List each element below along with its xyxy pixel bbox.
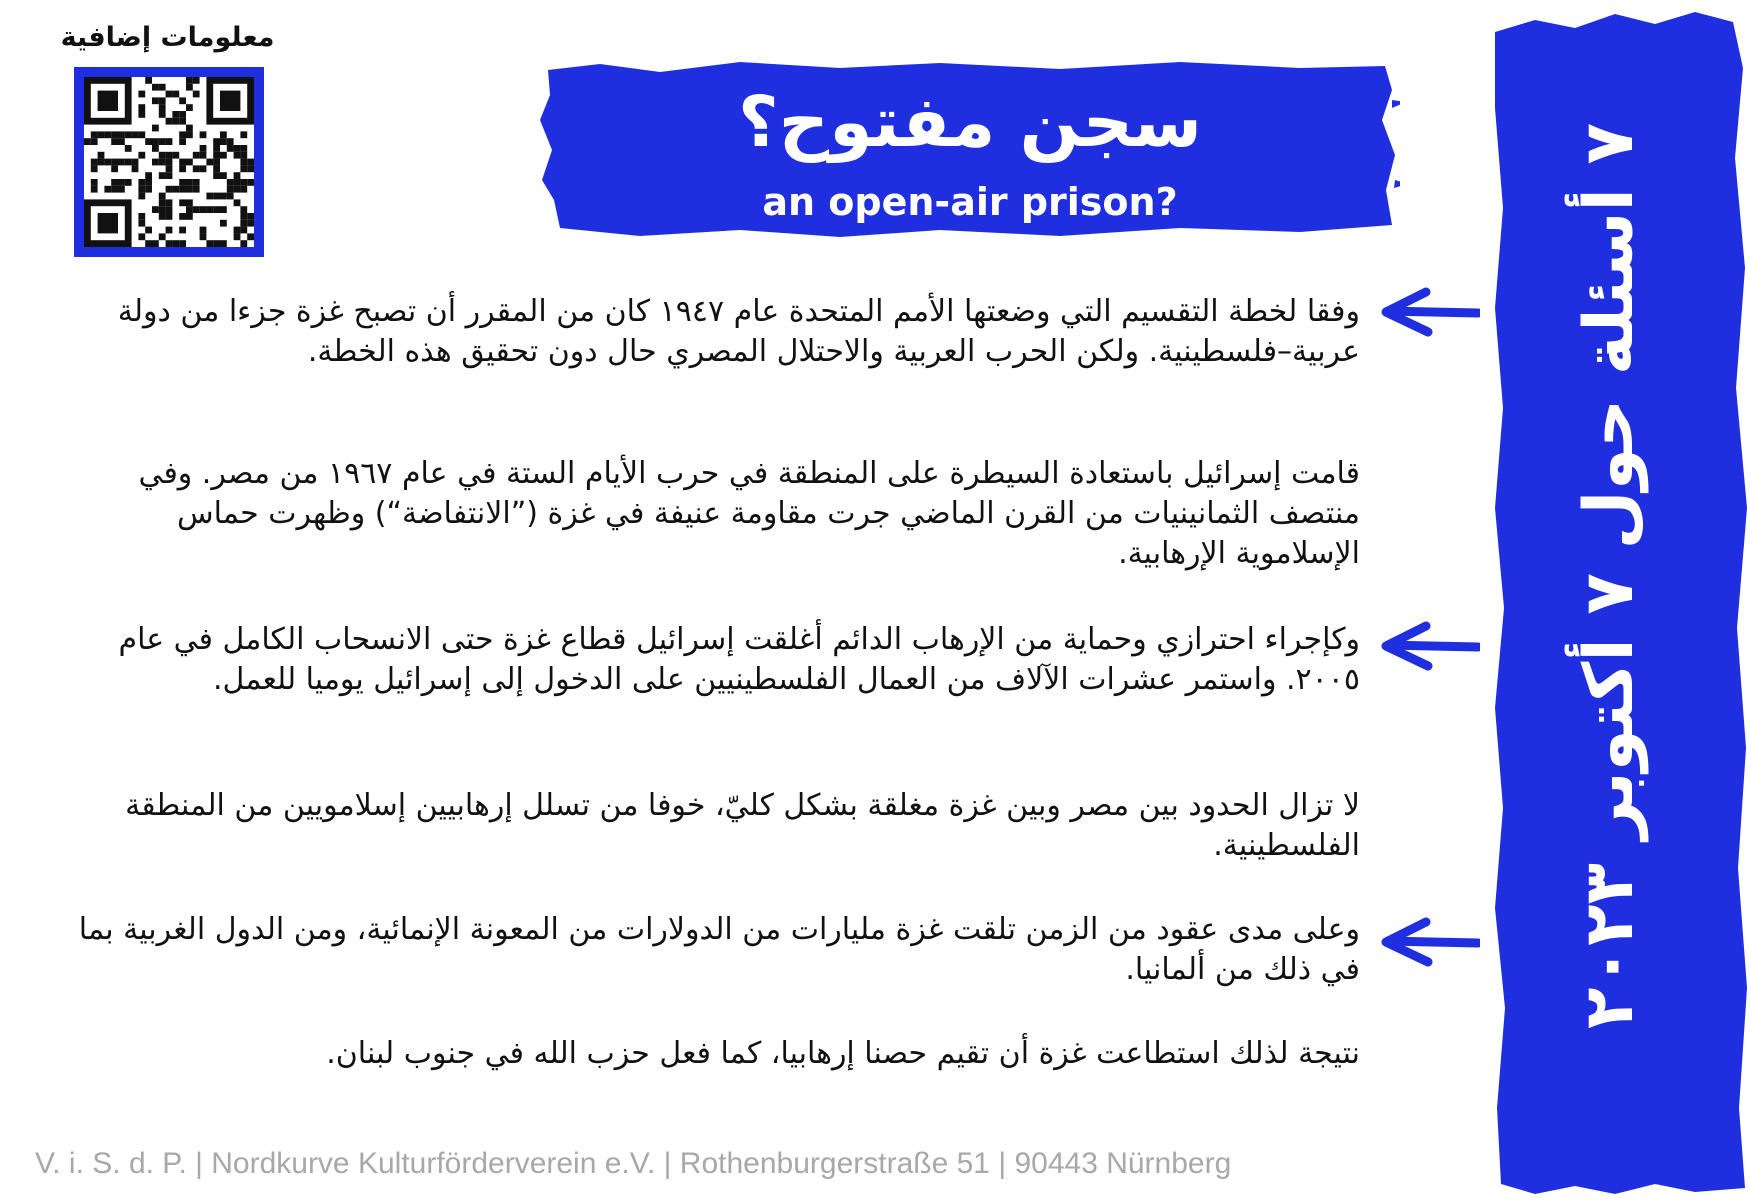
qr-code-icon[interactable] xyxy=(74,67,264,257)
left-arrow-icon xyxy=(1378,286,1480,338)
paragraph-3: وكإجراء احترازي وحماية من الإرهاب الدائم أغلقت إسرائيل قطاع غزة حتى الانسحاب الكامل في عام ٢٠٠٥. واستمر عشرات الآلاف من العمال الفلسطينيين على الدخول إلى إسرائيل يوميا للعمل. xyxy=(118,622,1360,697)
qr-label: معلومات إضافية xyxy=(60,22,275,53)
side-title: ٧ أسئلة حول ٧ أكتوبر ٢٠٢٣ xyxy=(1570,122,1649,1030)
title-english: an open-air prison? xyxy=(762,180,1178,224)
paragraph-6: نتيجة لذلك استطاعت غزة أن تقيم حصنا إرهابيا، كما فعل حزب الله في جنوب لبنان. xyxy=(326,1036,1360,1071)
left-arrow-icon xyxy=(1378,620,1480,672)
paragraph-1: وفقا لخطة التقسيم التي وضعتها الأمم المتحدة عام ١٩٤٧ كان من المقرر أن تصبح غزة جزءا من دولة عربية–فلسطينية. ولكن الحرب العربية والاحتلال المصري حال دون تحقيق هذه الخطة. xyxy=(117,294,1360,369)
paragraph-2: قامت إسرائيل باستعادة السيطرة على المنطقة في حرب الأيام الستة في عام ١٩٦٧ من مصر. وفي منتصف الثمانينيات من القرن الماضي جرت مقاومة عنيفة في غزة (”الانتفاضة“) وظهرت حماس الإسلاموية الإرهابية. xyxy=(138,456,1360,571)
title-banner xyxy=(540,60,1400,240)
paragraph-4: لا تزال الحدود بين مصر وبين غزة مغلقة بشكل كليّ، خوفا من تسلل إرهابيين إسلامويين من المنطقة الفلسطينية. xyxy=(125,788,1360,863)
footer-imprint: V. i. S. d. P. | Nordkurve Kulturförderverein e.V. | Rothenburgerstraße 51 | 90443 Nürnberg xyxy=(35,1147,1232,1180)
qr-code-pattern xyxy=(84,77,254,247)
paragraph-5: وعلى مدى عقود من الزمن تلقت غزة مليارات من الدولارات من المعونة الإنمائية، ومن الدول الغربية بما في ذلك من ألمانيا. xyxy=(78,912,1360,987)
side-bar xyxy=(1495,8,1750,1200)
title-arabic: سجن مفتوح؟ xyxy=(738,81,1202,163)
left-arrow-icon xyxy=(1378,916,1480,968)
